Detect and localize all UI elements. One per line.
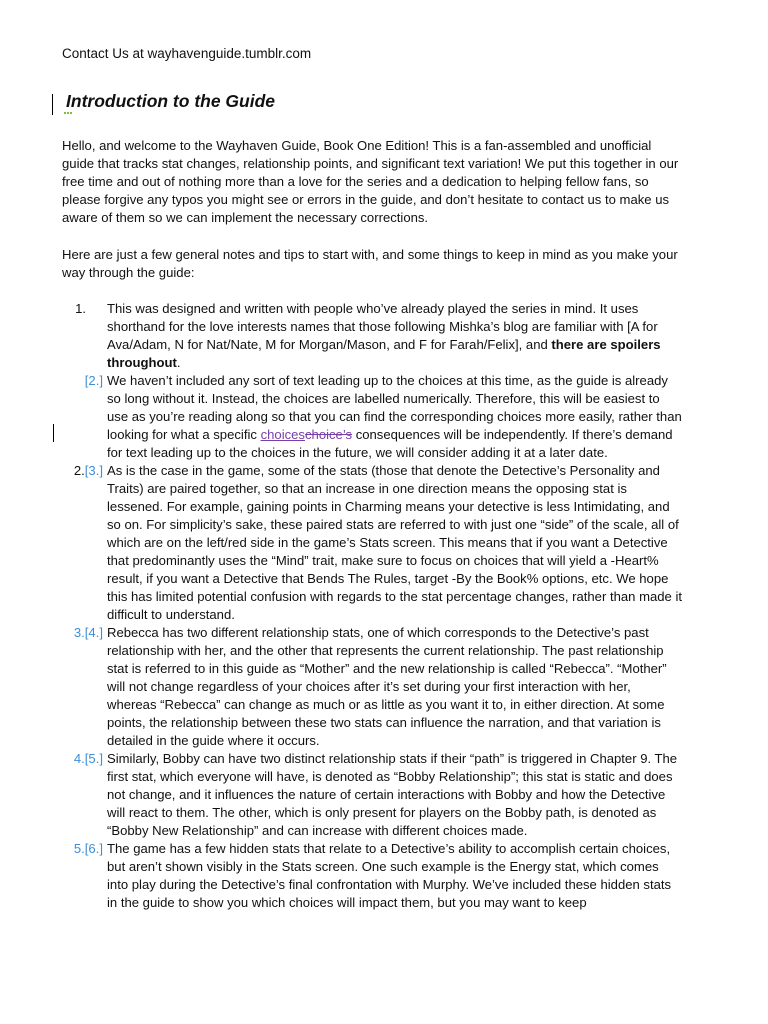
old-number: 3.	[73, 625, 85, 640]
tracked-deletion[interactable]: choice’s	[304, 427, 353, 442]
list-item-text: We haven’t included any sort of text leading up to the choices at this time, as the guide is already so long without it. Instead, the choices are labelled numerically. Therefore, this will be easiest to use as you’re reading along so that you can find the corresponding choices more easily, rather than looking for what a specific	[107, 373, 682, 442]
revision-number: [5.]	[84, 751, 103, 766]
notes-lead-paragraph: Here are just a few general notes and tips to start with, and some things to keep in mind as you make your way through the guide:	[62, 247, 678, 280]
revision-number: [6.]	[84, 841, 103, 856]
list-item	[62, 462, 682, 624]
change-bar	[52, 94, 53, 115]
list-item	[62, 300, 682, 372]
old-number: 5.	[73, 841, 85, 856]
list-number	[62, 624, 107, 642]
list-number	[62, 750, 107, 768]
revision-number: [3.]	[84, 463, 103, 478]
list-item-text: Similarly, Bobby can have two distinct relationship stats if their “path” is triggered in Chapter 9. The first stat, which everyone will have, is denoted as “Bobby Relationship”; this stat is static and does not change, and it influences the nature of certain interactions with Bobby and how the Detective will react to them. The other, which is only present for players on the Bobby path, is denoted as “Bobby New Relationship” and can increase with different choices made.	[107, 751, 678, 838]
list-number: 1.	[75, 301, 86, 316]
list-item-text: The game has a few hidden stats that relate to a Detective’s ability to accomplish certain choices, but aren’t shown visibly in the Stats screen. One such example is the Energy stat, which comes into play during the Detective’s final confrontation with Murphy. We’ve included these hidden stats in the guide to show you which choices will impact them, but you may want to keep	[107, 841, 672, 910]
list-item	[62, 372, 682, 462]
tracked-insertion[interactable]: choices	[260, 427, 305, 442]
list-item-text: This was designed and written with people who’ve already played the series in mind. It uses shorthand for the love interests names that those following Mishka’s blog are familiar with [A for Ava/Adam, N for Nat/Nate, M for Morgan/Mason, and F for Farah/Felix], and	[107, 301, 658, 352]
list-item	[62, 840, 682, 912]
old-number: 4.	[73, 751, 85, 766]
list-number	[62, 462, 107, 480]
list-item	[62, 624, 682, 750]
contact-line: Contact Us at wayhavenguide.tumblr.com	[62, 46, 312, 61]
list-item-text-end: consequences will be independently. If there’s demand for text leading up to the choices in the future, we will consider adding it at a later date.	[107, 427, 673, 460]
old-number: 2.	[73, 463, 85, 478]
list-item	[62, 750, 682, 840]
title-block	[52, 92, 452, 116]
list-item-text: Rebecca has two different relationship stats, one of which corresponds to the Detective’s past relationship with her, and the other that represents the current relationship. The past relationship stat is referred to in this guide as “Mother” and the new relationship is called “Rebecca”. “Mother” will not change regardless of your choices after it’s set during your first interaction with her, whereas “Rebecca” can change as much or as little as you want it to, in either direction. At some points, the relationship between these two stats can influence the narration, and that variation is detailed in the guide where it occurs.	[107, 625, 667, 748]
list-number	[62, 840, 107, 858]
revision-number: [2.]	[84, 373, 103, 388]
list-number	[62, 372, 107, 390]
title-inserted-char: I	[66, 91, 71, 111]
list-item-text: As is the case in the game, some of the stats (those that denote the Detective’s Personality and Traits) are paired together, so that an increase in one direction means the opposing stat is lessened. For example, gaining points in Charming means your detective is less Intimidating, and so on. For simplicity’s sake, these paired stats are referred to with just one “side” of the scale, all of which are on the left/red side in the game’s Stats screen. This means that if you want a Detective that predominantly uses the “Mind” trait, make sure to focus on choices that will yield a -Heart% result, if you want a Detective that Bends The Rules, target -By the Book% options, etc. We hope this has limited potential confusion with regards to the stat percentage changes, rather than made it difficult to understand.	[107, 463, 683, 622]
title-text: ntroduction to the Guide	[70, 91, 276, 111]
change-bar	[53, 424, 54, 442]
notes-list	[62, 300, 682, 912]
revision-number: [4.]	[84, 625, 103, 640]
spoiler-warning: there are spoilers throughout	[107, 337, 661, 370]
page-title	[66, 92, 275, 110]
list-item-end: .	[176, 355, 181, 370]
intro-paragraph: Hello, and welcome to the Wayhaven Guide, Book One Edition! This is a fan-assembled and unofficial guide that tracks stat changes, relationship points, and significant text variation! We put this together in our free time and out of nothing more than a love for the series and a dedication to helping fellow fans, so please forgive any typos you might see or errors in the guide, and don’t hesitate to contact us to make us aware of them so we can implement the necessary corrections.	[62, 138, 679, 225]
